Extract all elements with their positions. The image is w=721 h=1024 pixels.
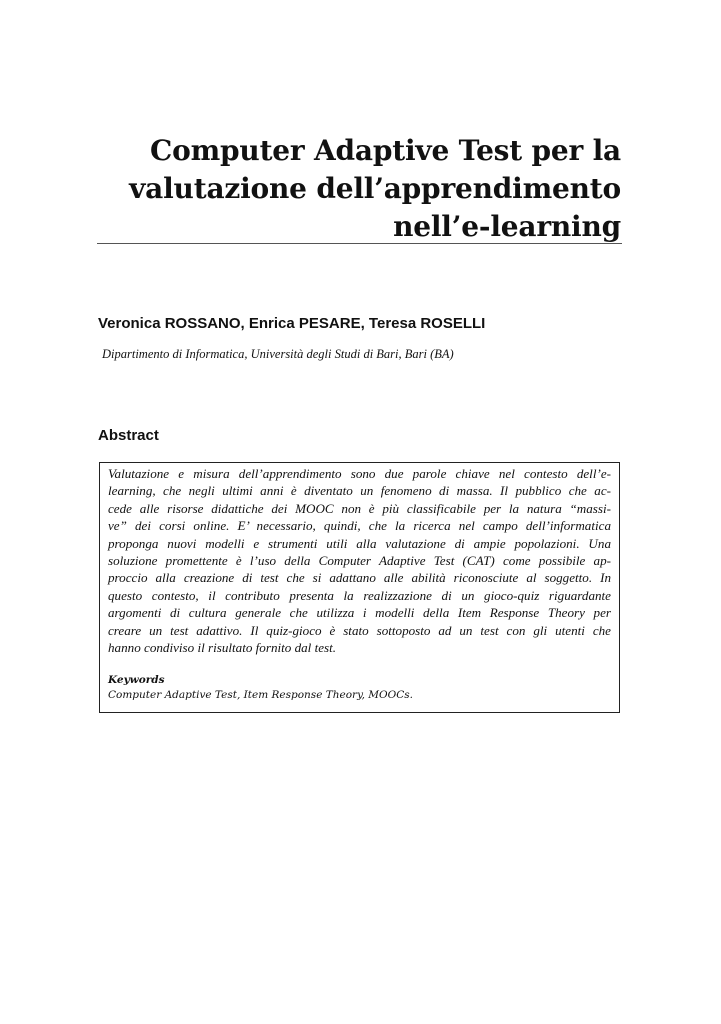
abstract-line: proponga nuovi modelli e strumenti utili alla valutazione di ampie popolazioni. Una (108, 535, 611, 551)
title-line-2: valutazione dell’apprendimento (129, 172, 621, 205)
abstract-line: hanno condiviso il risultato fornito dal test. (108, 640, 337, 656)
title-line-1: Computer Adaptive Test per la (150, 134, 621, 167)
abstract-line: argomenti di cultura generale che utilizza i modelli della Item Response Theory per (108, 605, 611, 621)
paper-title (101, 132, 621, 246)
abstract-line: soluzione promettente è l’uso della Computer Adaptive Test (CAT) come possibile ap- (108, 553, 611, 569)
keywords-list: Computer Adaptive Test, Item Response Theory, MOOCs. (108, 689, 414, 702)
abstract-line: Valutazione e misura dell’apprendimento sono due parole chiave nel contesto dell’e- (108, 466, 611, 481)
author-list: Veronica ROSSANO, Enrica PESARE, Teresa ROSELLI (98, 315, 486, 332)
abstract-box (99, 462, 620, 713)
keywords-heading: Keywords (108, 674, 165, 687)
abstract-line: creare un test adattivo. Il quiz-gioco è stato sottoposto ad un test con gli utenti che (108, 622, 611, 638)
affiliation: Dipartimento di Informatica, Università degli Studi di Bari, Bari (BA) (102, 347, 454, 361)
abstract-line: learning, che negli ultimi anni è diventato un fenomeno di massa. Il pubblico che ac- (108, 483, 611, 499)
abstract-line: proccio alla creazione di test che si adattano alle abilità riconosciute al soggetto. In (108, 570, 611, 586)
abstract-line: ve” dei corsi online. E’ necessario, quindi, che la ricerca nel campo dell’informatica (108, 518, 611, 534)
abstract-line: cede alle risorse didattiche dei MOOC non è più classificabile per la natura “massi- (108, 500, 611, 516)
abstract-heading: Abstract (98, 427, 159, 444)
abstract-body (108, 465, 611, 656)
title-line-3: nell’e-learning (393, 210, 621, 243)
title-divider (97, 243, 622, 244)
abstract-line: questo contesto, il contributo presenta la realizzazione di un gioco-quiz riguardante (108, 587, 611, 603)
